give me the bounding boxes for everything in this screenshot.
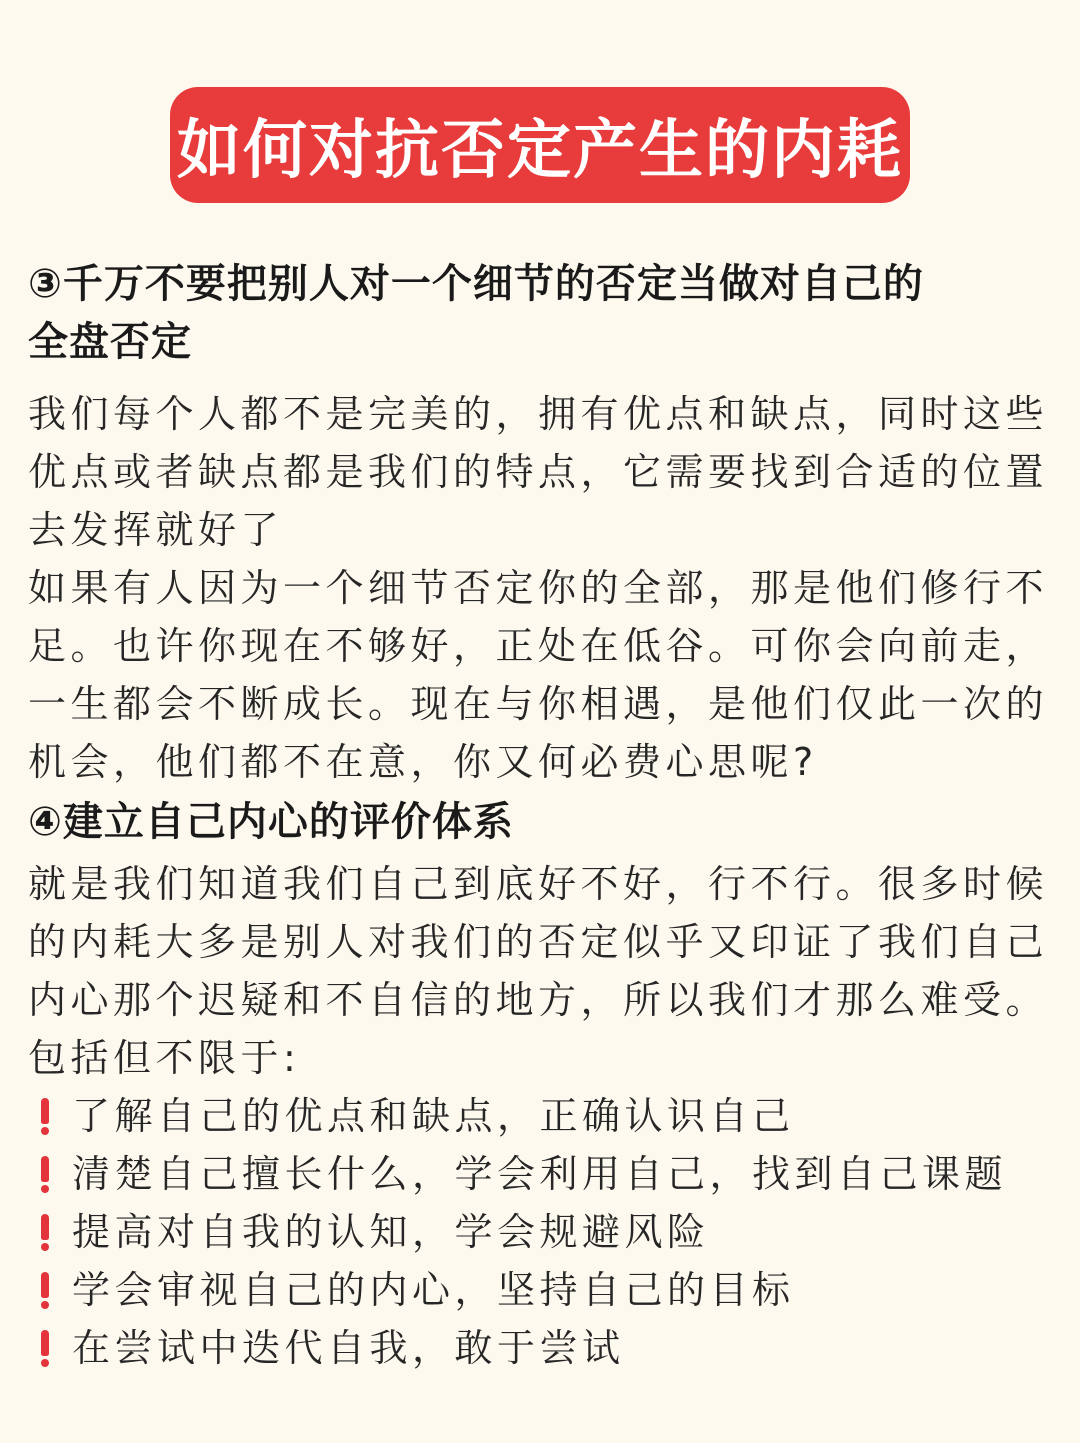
title-banner (170, 87, 910, 203)
exclamation-icon (40, 1154, 50, 1194)
section-3-heading-line-2: 全盘否定 (28, 319, 192, 365)
list-item-text: 学会审视自己的内心，坚持自己的目标 (72, 1268, 795, 1312)
section-3-heading (28, 255, 1058, 371)
list-item (28, 1319, 1058, 1377)
exclamation-icon (40, 1096, 50, 1136)
list-item (28, 1203, 1058, 1261)
section-3-heading-line-1: ③千万不要把别人对一个细节的否定当做对自己的 (28, 261, 924, 307)
list-item-text: 在尝试中迭代自我，敢于尝试 (72, 1326, 625, 1370)
list-item-text: 了解自己的优点和缺点，正确认识自己 (72, 1094, 795, 1138)
section-4-heading: ④建立自己内心的评价体系 (28, 799, 514, 845)
page-title: 如何对抗否定产生的内耗 (177, 114, 903, 188)
list-item (28, 1261, 1058, 1319)
title-area (0, 87, 1080, 203)
exclamation-icon (40, 1212, 50, 1252)
section-4-paragraph: 就是我们知道我们自己到底好不好，行不行。很多时候的内耗大多是别人对我们的否定似乎又印证了我们自己内心那个迟疑和不自信的地方，所以我们才那么难受。包括但不限于: (28, 862, 1049, 1080)
list-item (28, 1145, 1058, 1203)
tips-list (28, 1087, 1058, 1377)
section-3-paragraph-2: 如果有人因为一个细节否定你的全部，那是他们修行不足。也许你现在不够好，正处在低谷。可你会向前走，一生都会不断成长。现在与你相遇，是他们仅此一次的机会，他们都不在意，你又何必费心思呢? (28, 566, 1049, 784)
list-item-text: 提高对自我的认知，学会规避风险 (72, 1210, 710, 1254)
section-3-paragraph-1: 我们每个人都不是完美的，拥有优点和缺点，同时这些优点或者缺点都是我们的特点，它需要找到合适的位置去发挥就好了 (28, 392, 1049, 552)
list-item-text: 清楚自己擅长什么，学会利用自己，找到自己课题 (72, 1152, 1008, 1196)
article-body (28, 255, 1058, 1377)
exclamation-icon (40, 1270, 50, 1310)
list-item (28, 1087, 1058, 1145)
exclamation-icon (40, 1328, 50, 1368)
